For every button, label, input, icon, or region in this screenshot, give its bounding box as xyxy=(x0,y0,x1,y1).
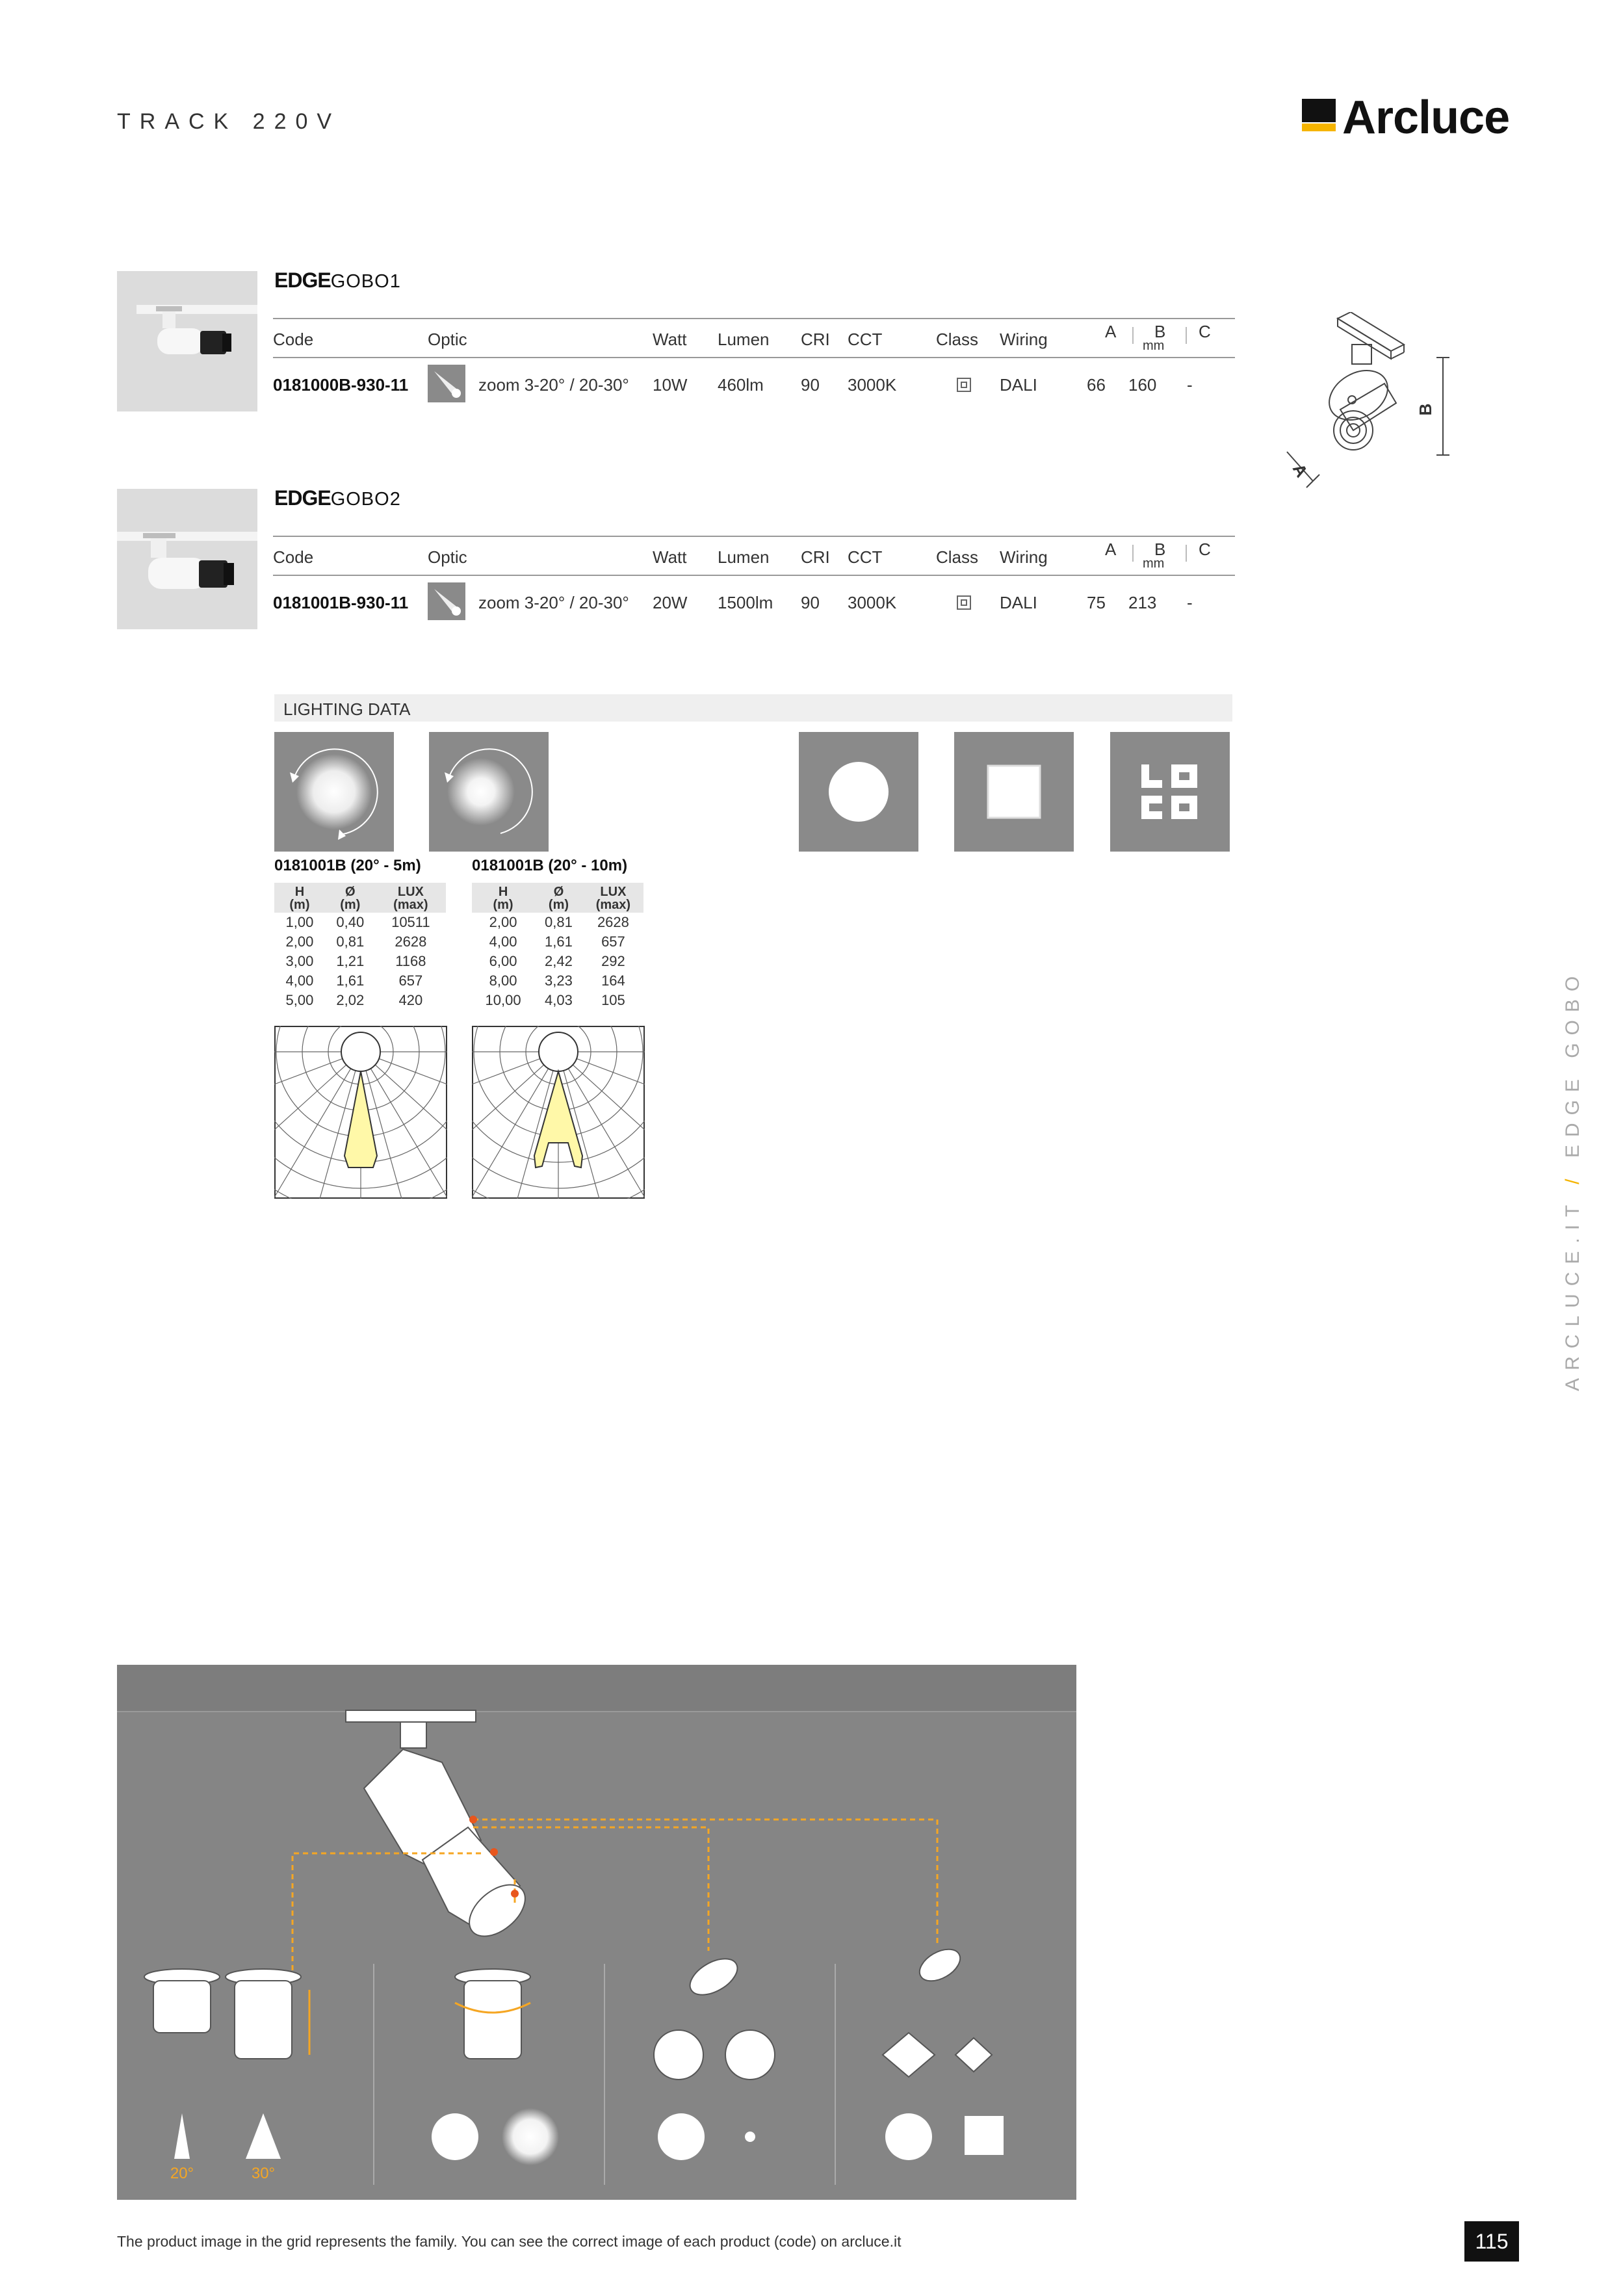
col-c: C xyxy=(1199,540,1211,559)
table-row: 6,00 2,42 292 xyxy=(489,953,625,969)
col-cri: CRI xyxy=(801,547,830,567)
col-unit: mm xyxy=(1143,339,1165,353)
dimension-label-a: A xyxy=(1288,460,1312,481)
col-unit: mm xyxy=(1143,556,1165,571)
section-title: TRACK 220V xyxy=(117,109,341,134)
cct-value: 3000K xyxy=(848,593,897,612)
product-image-gobo2 xyxy=(117,489,257,629)
header-height: H (m) xyxy=(472,883,534,913)
dimension-label-b: B xyxy=(1416,403,1435,416)
col-a: A xyxy=(1105,540,1117,559)
photometric-table-10m xyxy=(472,883,643,1010)
col-lumen: Lumen xyxy=(718,547,770,567)
col-cri: CRI xyxy=(801,330,830,349)
spec-header xyxy=(273,536,1235,576)
dim-a-value: 75 xyxy=(1087,593,1106,612)
insulation-class-icon xyxy=(957,595,971,610)
photometric-table-5m xyxy=(274,883,446,1010)
col-divider xyxy=(1132,327,1134,344)
col-divider xyxy=(1186,327,1187,344)
header-diameter: Ø (m) xyxy=(325,883,376,913)
lighting-data-bar xyxy=(274,694,1232,722)
dim-c-value: - xyxy=(1187,593,1193,612)
table-row: 3,00 1,21 1168 xyxy=(285,953,426,969)
lighting-data-title: LIGHTING DATA xyxy=(283,699,411,719)
col-watt: Watt xyxy=(653,330,687,349)
brand-mark-icon xyxy=(1302,99,1336,131)
product-name-gobo1 xyxy=(274,268,401,293)
spec-table-gobo1 xyxy=(273,318,1235,410)
gobo-logo-icon xyxy=(1110,732,1230,852)
zoom-beam-icon xyxy=(429,732,549,852)
optic-value: zoom 3-20° / 20-30° xyxy=(478,375,629,395)
header-height: H (m) xyxy=(274,883,325,913)
header-lux: LUX (max) xyxy=(376,883,446,913)
table-row: 8,00 3,23 164 xyxy=(489,972,625,989)
spec-row xyxy=(273,576,1235,628)
table-row: 1,00 0,40 10511 xyxy=(285,914,430,930)
side-text-slash: / xyxy=(1562,1171,1583,1184)
footer-note: The product image in the grid represents the family. You can see the correct image of each product (code) on arcluce.it xyxy=(117,2233,902,2250)
header-diameter: Ø (m) xyxy=(534,883,583,913)
gobo-logo-text xyxy=(1110,732,1230,852)
gobo-square-icon xyxy=(954,732,1074,852)
dim-a-value: 66 xyxy=(1087,375,1106,395)
table-row: 4,00 1,61 657 xyxy=(489,933,625,950)
cri-value: 90 xyxy=(801,375,820,395)
dim-b-value: 160 xyxy=(1128,375,1157,395)
col-code: Code xyxy=(273,547,314,567)
polar-diagram-10m xyxy=(472,1026,645,1199)
dim-c-value: - xyxy=(1187,375,1193,395)
lumen-value: 1500lm xyxy=(718,593,773,612)
col-watt: Watt xyxy=(653,547,687,567)
wiring-value: DALI xyxy=(1000,375,1037,395)
col-lumen: Lumen xyxy=(718,330,770,349)
angle-label-20: 20° xyxy=(170,2165,194,2182)
col-c: C xyxy=(1199,322,1211,341)
col-optic: Optic xyxy=(428,330,467,349)
table-row: 2,00 0,81 2628 xyxy=(285,933,427,950)
watt-value: 20W xyxy=(653,593,688,612)
gobo-circle-icon xyxy=(799,732,918,852)
brand-name: Arcluce xyxy=(1342,92,1510,144)
photometric-title-10m: 0181001B (20° - 10m) xyxy=(472,857,628,874)
col-code: Code xyxy=(273,330,314,349)
product-image-gobo1 xyxy=(117,271,257,411)
lumen-value: 460lm xyxy=(718,375,764,395)
col-optic: Optic xyxy=(428,547,467,567)
cri-value: 90 xyxy=(801,593,820,612)
col-cct: CCT xyxy=(848,547,883,567)
watt-value: 10W xyxy=(653,375,688,395)
angle-label-30: 30° xyxy=(251,2165,276,2182)
col-b: B xyxy=(1154,322,1166,341)
photometric-title-5m: 0181001B (20° - 5m) xyxy=(274,857,421,874)
dimension-drawing xyxy=(1280,312,1475,494)
side-vertical-text xyxy=(1562,968,1601,1391)
product-name-rest: GOBO1 xyxy=(330,271,401,292)
side-text-product: EDGE GOBO xyxy=(1562,968,1583,1158)
col-wiring: Wiring xyxy=(1000,330,1048,349)
col-divider xyxy=(1132,545,1134,562)
zoom-optic-icon xyxy=(428,365,465,402)
col-wiring: Wiring xyxy=(1000,547,1048,567)
col-divider xyxy=(1186,545,1187,562)
cct-value: 3000K xyxy=(848,375,897,395)
polar-diagram-5m xyxy=(274,1026,447,1199)
spec-header xyxy=(273,318,1235,358)
page-number: 115 xyxy=(1464,2221,1519,2262)
product-name-rest: GOBO2 xyxy=(330,489,401,510)
product-name-gobo2 xyxy=(274,486,401,510)
product-code: 0181001B-930-11 xyxy=(273,593,409,612)
optic-value: zoom 3-20° / 20-30° xyxy=(478,593,629,612)
table-row: 10,00 4,03 105 xyxy=(485,992,625,1008)
insulation-class-icon xyxy=(957,378,971,392)
zoom-beam-icon xyxy=(274,732,394,852)
spec-table-gobo2 xyxy=(273,536,1235,628)
table-row: 4,00 1,61 657 xyxy=(285,972,423,989)
table-row: 5,00 2,02 420 xyxy=(285,992,423,1008)
table-row: 2,00 0,81 2628 xyxy=(489,914,629,930)
col-class: Class xyxy=(936,547,979,567)
product-code: 0181000B-930-11 xyxy=(273,375,409,395)
product-name-bold: EDGE xyxy=(274,486,331,510)
col-class: Class xyxy=(936,330,979,349)
wiring-value: DALI xyxy=(1000,593,1037,612)
spec-row xyxy=(273,358,1235,410)
features-illustration-panel xyxy=(117,1665,1076,2200)
zoom-optic-icon xyxy=(428,582,465,620)
dim-b-value: 213 xyxy=(1128,593,1157,612)
product-name-bold: EDGE xyxy=(274,268,331,292)
col-cct: CCT xyxy=(848,330,883,349)
side-text-site: ARCLUCE.IT xyxy=(1562,1197,1583,1391)
col-b: B xyxy=(1154,540,1166,559)
col-a: A xyxy=(1105,322,1117,341)
header-lux: LUX (max) xyxy=(583,883,643,913)
